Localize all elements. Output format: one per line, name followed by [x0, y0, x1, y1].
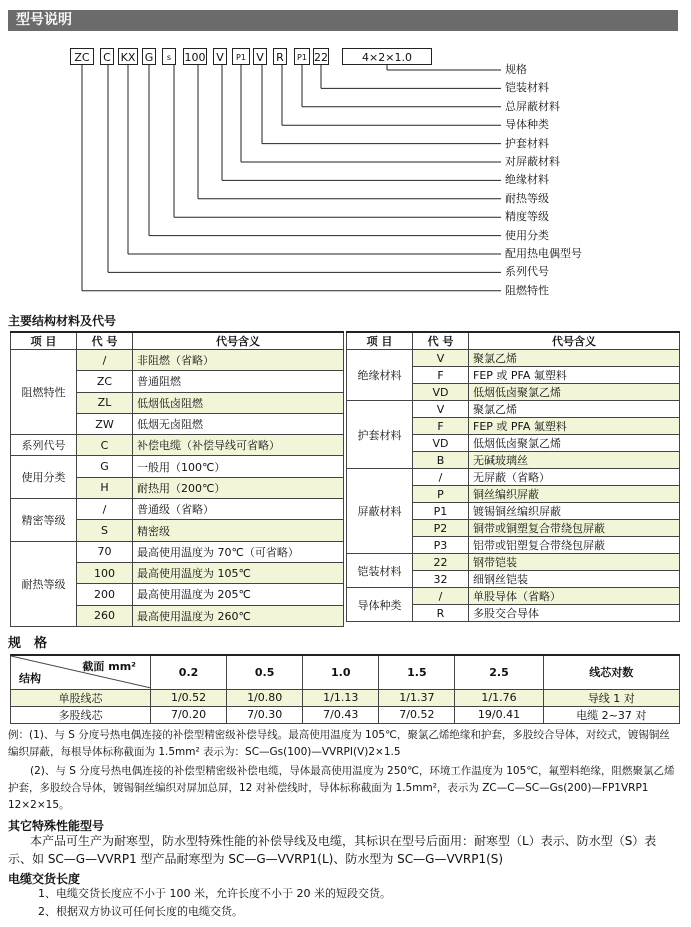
- model-label-3: 导体种类: [505, 118, 549, 132]
- table-row: [347, 554, 680, 571]
- left-meaning: 非阻燃（省略）: [133, 350, 344, 371]
- table-row: [11, 541, 344, 562]
- left-meaning: 最高使用温度为 105℃: [133, 562, 344, 583]
- table-row: [11, 435, 344, 456]
- section-title-spec: 规 格: [8, 636, 48, 651]
- left-code: ZL: [77, 392, 133, 413]
- left-code: 200: [77, 584, 133, 605]
- right-code: /: [413, 469, 469, 486]
- model-label-5: 对屏蔽材料: [505, 155, 560, 168]
- right-code: P1: [413, 503, 469, 520]
- spec-cell: 电缆 2~37 对: [543, 706, 679, 723]
- spec-corner-top: 截面 mm²: [82, 660, 136, 674]
- spec-col-1: 0.5: [227, 655, 303, 689]
- section-title-other: 其它特殊性能型号: [8, 819, 105, 833]
- model-label-7: 耐热等级: [505, 191, 549, 205]
- left-meaning: 最高使用温度为 70℃（可省略）: [133, 541, 344, 562]
- other-text: 本产品可生产为耐寒型，防水型特殊性能的补偿导线及电缆，其标识在型号后面用：耐寒型（L）表示、防水型（S）表示、如 SC—G—VVRP1 型产品耐寒型为 SC—G—VVRP1(L)、防水型为 SC—G—VVRP1(S): [8, 834, 657, 866]
- left-header-0: 项 目: [11, 332, 77, 350]
- right-meaning: 无屏蔽（省略）: [469, 469, 680, 486]
- left-meaning: 最高使用温度为 205℃: [133, 584, 344, 605]
- right-code: VD: [413, 435, 469, 452]
- delivery-item-2: 2、根据双方协议可任何长度的电缆交货。: [38, 905, 243, 918]
- model-label-1: 铠装材料: [505, 81, 549, 95]
- right-meaning: 镀锡铜丝编织屏蔽: [469, 503, 680, 520]
- spec-cell: 1/0.80: [227, 689, 303, 706]
- section-title-delivery: 电缆交货长度: [8, 872, 81, 886]
- left-meaning: 一般用（100℃）: [133, 456, 344, 477]
- example-1: 例：(1)、与 S 分度号热电偶连接的补偿型精密级补偿导线。最高使用温度为 105℃，聚氯乙烯绝缘和护套，多股绞合导体，对绞式，镀锡铜丝编织屏蔽，每根导体标称截面为 1.5mm² 表示为：SC—Gs(100)—VVRPI(V)2×1.5: [8, 729, 670, 758]
- right-meaning: 聚氯乙烯: [469, 401, 680, 418]
- spec-col-3: 1.5: [379, 655, 455, 689]
- model-code-box-4: s: [162, 48, 176, 65]
- right-header-2: 代号含义: [469, 332, 680, 350]
- left-group-4: 耐热等级: [11, 541, 77, 626]
- left-code: /: [77, 499, 133, 520]
- right-meaning: 低烟低卤聚氯乙烯: [469, 384, 680, 401]
- table-row: [347, 588, 680, 605]
- right-group-0: 绝缘材料: [347, 350, 413, 401]
- spec-row-name: 多股线芯: [11, 706, 151, 723]
- table-row: [11, 456, 344, 477]
- right-code: P2: [413, 520, 469, 537]
- model-label-0: 规格: [505, 63, 527, 76]
- left-code: C: [77, 435, 133, 456]
- right-group-2: 屏蔽材料: [347, 469, 413, 554]
- right-code: R: [413, 605, 469, 622]
- model-label-6: 绝缘材料: [505, 173, 549, 187]
- right-code: VD: [413, 384, 469, 401]
- right-meaning: 铜带或铜塑复合带绕包屏蔽: [469, 520, 680, 537]
- section-header-model: 型号说明: [8, 10, 678, 31]
- left-code: G: [77, 456, 133, 477]
- table-row: [347, 401, 680, 418]
- spec-cell: 7/0.43: [303, 706, 379, 723]
- section-title-materials: 主要结构材料及代号: [8, 314, 117, 328]
- left-code: 260: [77, 605, 133, 626]
- left-meaning: 补偿电缆（补偿导线可省略）: [133, 435, 344, 456]
- model-label-9: 使用分类: [505, 228, 549, 242]
- left-code: S: [77, 520, 133, 541]
- right-meaning: 单股导体（省略）: [469, 588, 680, 605]
- left-group-2: 使用分类: [11, 456, 77, 499]
- right-code: F: [413, 367, 469, 384]
- table-row: [11, 350, 344, 371]
- spec-col-2: 1.0: [303, 655, 379, 689]
- right-meaning: FEP 或 PFA 氟塑料: [469, 367, 680, 384]
- right-header-0: 项 目: [347, 332, 413, 350]
- right-code: B: [413, 452, 469, 469]
- left-header-2: 代号含义: [133, 332, 344, 350]
- model-label-11: 系列代号: [505, 265, 549, 279]
- delivery-item-1: 1、电缆交货长度应不小于 100 米，允许长度不小于 20 米的短段交货。: [38, 887, 391, 900]
- left-code: ZW: [77, 413, 133, 434]
- left-meaning: 普通级（省略）: [133, 499, 344, 520]
- model-code-box-0: ZC: [70, 48, 94, 65]
- right-code: V: [413, 401, 469, 418]
- spec-box: 4×2×1.0: [342, 48, 432, 65]
- spec-cell: 1/0.52: [151, 689, 227, 706]
- spec-cell: 7/0.30: [227, 706, 303, 723]
- right-meaning: 钢带铠装: [469, 554, 680, 571]
- spec-table: [10, 654, 680, 724]
- spec-col-0: 0.2: [151, 655, 227, 689]
- right-group-1: 护套材料: [347, 401, 413, 469]
- spec-cell: 7/0.52: [379, 706, 455, 723]
- spec-cell: 1/1.13: [303, 689, 379, 706]
- right-code: P3: [413, 537, 469, 554]
- table-row: [11, 499, 344, 520]
- spec-corner-bottom: 结构: [19, 672, 41, 686]
- model-label-12: 阻燃特性: [505, 283, 549, 297]
- spec-col-5: 线芯对数: [543, 655, 679, 689]
- spec-cell: 1/1.37: [379, 689, 455, 706]
- materials-table-right: [346, 331, 680, 622]
- model-label-10: 配用热电偶型号: [505, 247, 582, 260]
- spec-cell: 导线 1 对: [543, 689, 679, 706]
- left-meaning: 普通阻燃: [133, 371, 344, 392]
- model-code-box-6: V: [213, 48, 227, 65]
- left-code: H: [77, 477, 133, 498]
- model-label-8: 精度等级: [505, 210, 549, 224]
- right-code: 32: [413, 571, 469, 588]
- model-code-box-9: R: [273, 48, 287, 65]
- left-group-1: 系列代号: [11, 435, 77, 456]
- spec-corner: [11, 655, 151, 689]
- model-code-box-11: 22: [313, 48, 329, 65]
- spec-col-4: 2.5: [455, 655, 543, 689]
- right-meaning: 多股交合导体: [469, 605, 680, 622]
- model-code-box-8: V: [253, 48, 267, 65]
- example-2: (2)、与 S 分度号热电偶连接的补偿型精密级补偿电缆，导体最高使用温度为 250℃，环境工作温度为 105℃，氟塑料绝缘，阻燃聚氯乙烯护套，多股绞合导体，镀锡铜丝编织对屏加总屏，12 对补偿线时，导体标称截面为 1.5mm²，表示为 ZC—C—SC—Gs(200)—FP1VRP1 12×2×15。: [8, 765, 675, 811]
- right-header-1: 代 号: [413, 332, 469, 350]
- table-row: [347, 350, 680, 367]
- right-group-4: 导体种类: [347, 588, 413, 622]
- left-header-1: 代 号: [77, 332, 133, 350]
- right-meaning: 铝带或铝塑复合带绕包屏蔽: [469, 537, 680, 554]
- left-meaning: 精密级: [133, 520, 344, 541]
- model-code-box-7: P1: [232, 48, 250, 65]
- model-code-box-2: KX: [118, 48, 138, 65]
- right-code: /: [413, 588, 469, 605]
- model-label-4: 护套材料: [505, 136, 549, 150]
- right-group-3: 铠装材料: [347, 554, 413, 588]
- model-code-box-5: 100: [183, 48, 207, 65]
- spec-cell: 7/0.20: [151, 706, 227, 723]
- right-code: F: [413, 418, 469, 435]
- right-meaning: 低烟低卤聚氯乙烯: [469, 435, 680, 452]
- table-row: [347, 469, 680, 486]
- right-meaning: 聚氯乙烯: [469, 350, 680, 367]
- left-group-3: 精密等级: [11, 499, 77, 542]
- right-code: P: [413, 486, 469, 503]
- right-code: V: [413, 350, 469, 367]
- left-meaning: 低烟无卤阻燃: [133, 413, 344, 434]
- left-meaning: 低烟低卤阻燃: [133, 392, 344, 413]
- spec-row-name: 单股线芯: [11, 689, 151, 706]
- model-leader-lines: [0, 0, 691, 310]
- model-code-box-3: G: [142, 48, 156, 65]
- left-code: 70: [77, 541, 133, 562]
- spec-cell: 1/1.76: [455, 689, 543, 706]
- model-code-box-10: P1: [294, 48, 310, 65]
- left-code: /: [77, 350, 133, 371]
- table-row: [11, 689, 680, 706]
- right-meaning: 细钢丝铠装: [469, 571, 680, 588]
- left-meaning: 最高使用温度为 260℃: [133, 605, 344, 626]
- left-meaning: 耐热用（200℃）: [133, 477, 344, 498]
- right-meaning: 无碱玻璃丝: [469, 452, 680, 469]
- left-group-0: 阻燃特性: [11, 350, 77, 435]
- right-meaning: FEP 或 PFA 氟塑料: [469, 418, 680, 435]
- table-row: [11, 706, 680, 723]
- left-code: ZC: [77, 371, 133, 392]
- model-label-2: 总屏蔽材料: [505, 99, 560, 113]
- right-meaning: 铜丝编织屏蔽: [469, 486, 680, 503]
- left-code: 100: [77, 562, 133, 583]
- spec-cell: 19/0.41: [455, 706, 543, 723]
- right-code: 22: [413, 554, 469, 571]
- model-code-box-1: C: [100, 48, 114, 65]
- materials-table-left: [10, 331, 344, 627]
